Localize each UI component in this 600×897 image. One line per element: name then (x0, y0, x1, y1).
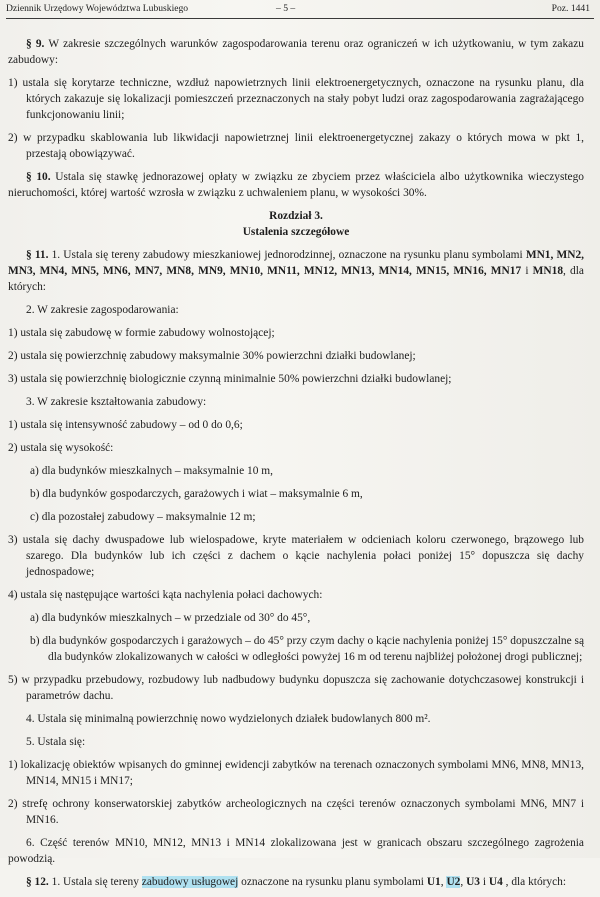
section-9-intro: § 9. W zakresie szczególnych warunków zagospodarowania terenu oraz ograniczeń w ich użytkowaniu, w tym zakazu zabudowy: (8, 38, 584, 66)
sub-list-item: b) dla budynków gospodarczych i garażowych – do 45° przy czym dachy o kącie nachylenia poniżej 15° dopuszczalne są dla budynków zlokalizowanych w całości w odległości powyżej 16 m od terenu najbliżej położonej drogi publicznej; (30, 635, 584, 663)
position-number: Poz. 1441 (551, 3, 590, 14)
sub-list-item: b) dla budynków gospodarczych, garażowych i wiat – maksymalnie 6 m, (30, 488, 363, 500)
list-item: 1) lokalizację obiektów wpisanych do gminnej ewidencji zabytków na terenach oznaczonych symbolami MN6, MN8, MN13, MN14, MN15 i MN17; (8, 759, 584, 787)
section-9-item-2: 2) w przypadku skablowania lub likwidacji napowietrznej linii elektroenergetycznej zakazy o których mowa w pkt 1, przestają obowiązywać. (8, 132, 584, 160)
list-item: 3) ustala się dachy dwuspadowe lub wielospadowe, kryte materiałem w odcieniach koloru czerwonego, brązowego lub szarego. Dla budynków lub ich części z dachem o kącie nachylenia połaci poniżej 15° dopuszcza się dachy jednospadowe; (8, 534, 584, 578)
list-item: 2) ustala się powierzchnię zabudowy maksymalnie 30% powierzchni działki budowlanej; (8, 350, 416, 362)
list-item: 4) ustala się następujące wartości kąta nachylenia połaci dachowych: (8, 589, 323, 601)
list-item: 5) w przypadku przebudowy, rozbudowy lub nadbudowy budynku dopuszcza się zachowanie dotychczasowej konstrukcji i parametrów dachu. (8, 674, 584, 702)
section-11-para-3: 3. W zakresie kształtowania zabudowy: (26, 396, 207, 408)
section-12-intro: § 12. 1. Ustala się tereny zabudowy usługowej oznaczone na rysunku planu symbolami U1, U2, U3 i U4 , dla których: (26, 876, 567, 888)
sub-list-item: a) dla budynków mieszkalnych – w przedziale od 30° do 45°, (30, 612, 311, 624)
page-header (6, 0, 594, 19)
sub-list-item: c) dla pozostałej zabudowy – maksymalnie 12 m; (30, 511, 256, 523)
list-item: 1) ustala się intensywność zabudowy – od 0 do 0,6; (8, 419, 243, 431)
highlighted-text: zabudowy usługowej (141, 876, 239, 888)
page-number: – 5 – (276, 3, 296, 14)
list-item: 2) strefę ochrony konserwatorskiej zabytków archeologicznych na części terenów oznaczonych symbolami MN6, MN7 i MN16. (8, 798, 584, 826)
sub-list-item: a) dla budynków mieszkalnych – maksymalnie 10 m, (30, 465, 273, 477)
section-9-item-1: 1) ustala się korytarze techniczne, wzdłuż napowietrznych linii elektroenergetycznych, oznaczone na rysunku planu, dla których zakazuje się lokalizacji pomieszczeń przeznaczonych na stały pobyt ludzi oraz zagospodarowania zagrażającego funkcjonowaniu linii; (8, 77, 584, 121)
list-item: 1) ustala się zabudowę w formie zabudowy wolnostojącej; (8, 327, 275, 339)
section-11-para-4: 4. Ustala się minimalną powierzchnię nowo wydzielonych działek budowlanych 800 m². (26, 713, 431, 725)
section-10: § 10. Ustala się stawkę jednorazowej opłaty w związku ze zbyciem przez właściciela albo użytkownika wieczystego nieruchomości, której wartość wzrosła w związku z uchwaleniem planu, w wysokości 30%. (8, 171, 584, 199)
section-11-intro: § 11. 1. Ustala się tereny zabudowy mieszkaniowej jednorodzinnej, oznaczone na rysunku planu symbolami MN1, MN2, MN3, MN4, MN5, MN6, MN7, MN8, MN9, MN10, MN11, MN12, MN13, MN14, MN15, MN16, MN17 i MN18, dla których: (8, 249, 584, 293)
document-body (8, 36, 584, 897)
journal-title: Dziennik Urzędowy Województwa Lubuskiego (6, 3, 189, 14)
list-item: 2) ustala się wysokość: (8, 442, 114, 454)
section-11-para-2: 2. W zakresie zagospodarowania: (26, 304, 179, 316)
section-11-para-6: 6. Część terenów MN10, MN12, MN13 i MN14 zlokalizowana jest w granicach obszaru szczególnego zagrożenia powodzią. (8, 837, 584, 865)
highlighted-symbol: U2 (446, 876, 461, 888)
chapter-subtitle: Ustalenia szczegółowe (242, 226, 350, 238)
list-item: 3) ustala się powierzchnię biologicznie czynną minimalnie 50% powierzchni działki budowlanej; (8, 373, 452, 385)
chapter-title: Rozdział 3. (269, 210, 323, 222)
section-11-para-5: 5. Ustala się: (26, 736, 86, 748)
